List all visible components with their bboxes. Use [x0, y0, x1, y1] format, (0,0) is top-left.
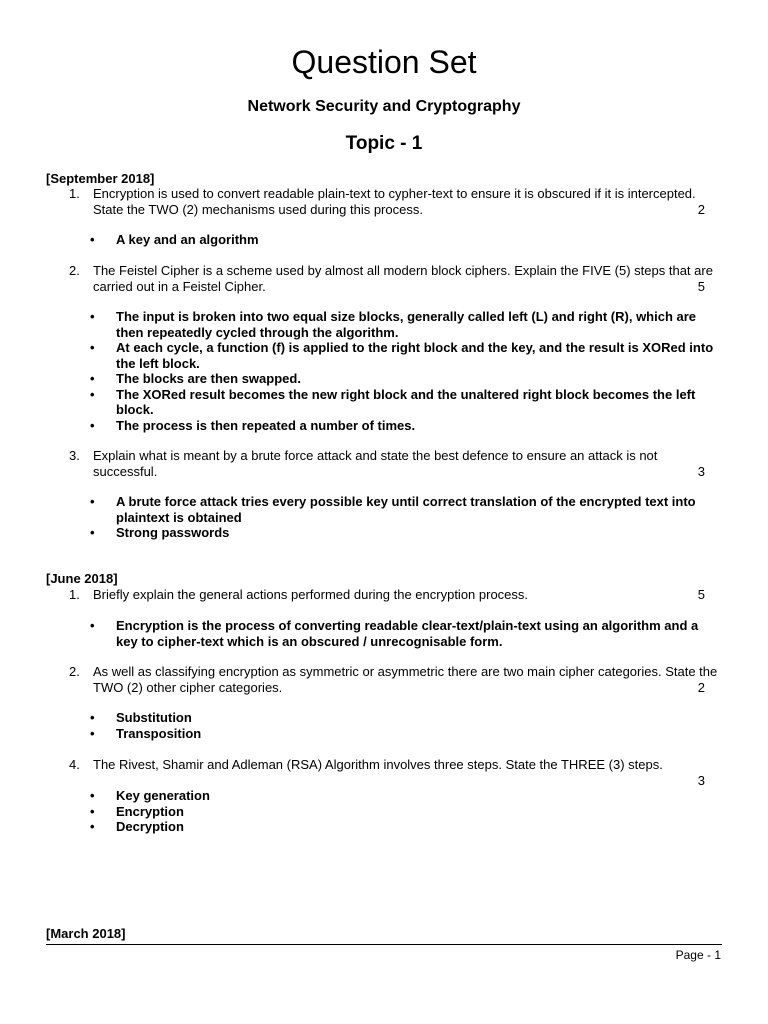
- answer-text: Strong passwords: [116, 525, 230, 540]
- question-marks: 5: [697, 278, 705, 294]
- page-number: Page - 1: [675, 948, 721, 962]
- bullet-icon: •: [90, 788, 95, 803]
- answer-text: Key generation: [116, 788, 210, 803]
- question-number: 2.: [69, 263, 80, 278]
- answer-item: [90, 726, 722, 742]
- footer-divider: [46, 944, 722, 945]
- answer-text: Encryption: [116, 803, 184, 819]
- topic-heading: Topic - 1: [345, 133, 423, 154]
- answer-list-sep-2: [90, 309, 722, 433]
- question-marks: 2: [697, 679, 705, 695]
- answer-item: [90, 340, 722, 371]
- section-heading-march-2018: [March 2018]: [46, 926, 126, 941]
- answer-list-jun-1: [90, 618, 722, 649]
- question-number: 1.: [69, 186, 80, 201]
- answer-item: [90, 618, 722, 649]
- question-number: 4.: [69, 757, 80, 772]
- question-text: As well as classifying encryption as symmetric or asymmetric there are two main cipher categories. State the TWO (2) other cipher categories.: [93, 664, 718, 695]
- question-text: The Rivest, Shamir and Adleman (RSA) Algorithm involves three steps. State the THREE (3) steps.: [93, 757, 663, 772]
- document-title: Question Set: [291, 44, 477, 80]
- answer-list-jun-4: [90, 788, 722, 835]
- question-text: The Feistel Cipher is a scheme used by almost all modern block ciphers. Explain the FIVE (5) steps that are carried out in a Feistel Cipher.: [93, 263, 713, 294]
- answer-item: [90, 309, 722, 340]
- question-marks: 2: [697, 201, 705, 217]
- answer-item: [90, 232, 722, 248]
- bullet-icon: •: [90, 618, 95, 633]
- bullet-icon: •: [90, 819, 95, 834]
- answer-text: The input is broken into two equal size blocks, generally called left (L) and right (R), which are then repeatedly cycled through the algorithm.: [116, 309, 697, 340]
- question-marks: 3: [697, 772, 705, 788]
- section-heading-june-2018: [June 2018]: [46, 571, 118, 586]
- answer-text: Encryption is the process of converting readable clear-text/plain-text using an algorithm and a key to cipher-text which is an obscured / unrecognisable form.: [116, 618, 699, 649]
- answer-text: A key and an algorithm: [116, 232, 259, 247]
- bullet-icon: •: [90, 710, 95, 725]
- answer-list-sep-1: [90, 232, 722, 248]
- answer-item: [90, 804, 722, 820]
- answer-item: [90, 788, 722, 804]
- answer-item: [90, 418, 722, 434]
- answer-text: The process is then repeated a number of times.: [116, 417, 416, 433]
- question-text: Briefly explain the general actions performed during the encryption process.: [93, 587, 529, 602]
- bullet-icon: •: [90, 386, 95, 402]
- section-heading-september-2018: [September 2018]: [46, 171, 155, 186]
- bullet-icon: •: [90, 309, 95, 324]
- question-number: 1.: [69, 587, 80, 602]
- answer-item: [90, 710, 722, 726]
- answer-text: At each cycle, a function (f) is applied to the right block and the key, and the result is XORed into the left block.: [116, 340, 714, 371]
- question-marks: 5: [697, 587, 705, 602]
- answer-item: [90, 819, 722, 835]
- bullet-icon: •: [90, 371, 95, 386]
- answer-list-jun-2: [90, 710, 722, 741]
- question-text: Encryption is used to convert readable plain-text to cypher-text to ensure it is obscured if it is intercepted. State the TWO (2) mechanisms used during this process.: [93, 186, 696, 217]
- bullet-icon: •: [90, 340, 95, 355]
- answer-item: [90, 387, 722, 418]
- answer-text: Decryption: [116, 819, 184, 834]
- answer-text: The XORed result becomes the new right block and the unaltered right block becomes the left block.: [116, 386, 696, 417]
- answer-text: A brute force attack tries every possible key until correct translation of the encrypted text into plaintext is obtained: [116, 494, 696, 525]
- bullet-icon: •: [90, 494, 95, 509]
- bullet-icon: •: [90, 803, 95, 819]
- bullet-icon: •: [90, 525, 95, 540]
- question-number: 2.: [69, 664, 80, 679]
- question-text: Explain what is meant by a brute force attack and state the best defence to ensure an attack is not successful.: [93, 448, 658, 479]
- answer-text: The blocks are then swapped.: [116, 371, 301, 386]
- bullet-icon: •: [90, 417, 95, 433]
- question-marks: 3: [697, 463, 705, 479]
- answer-item: [90, 371, 722, 387]
- bullet-icon: •: [90, 725, 95, 741]
- question-number: 3.: [69, 448, 80, 463]
- answer-item: [90, 494, 722, 525]
- bullet-icon: •: [90, 232, 95, 247]
- answer-text: Transposition: [116, 725, 202, 741]
- answer-item: [90, 525, 722, 541]
- document-subtitle: Network Security and Cryptography: [247, 98, 521, 115]
- answer-text: Substitution: [116, 710, 192, 725]
- answer-list-sep-3: [90, 494, 722, 541]
